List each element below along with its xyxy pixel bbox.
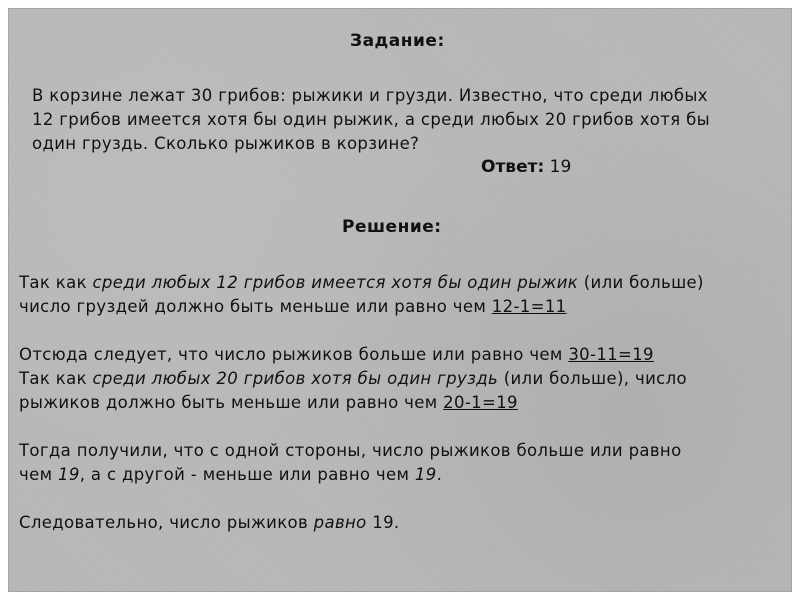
answer-label: Ответ: [481, 157, 545, 177]
solution-line [19, 391, 789, 415]
solution-line [19, 511, 789, 535]
solution-line [19, 463, 789, 487]
content-panel [8, 8, 792, 592]
text-run: Следовательно, число рыжиков [19, 513, 314, 532]
text-run: Так как [19, 369, 93, 388]
italic-run: среди любых 20 грибов хотя бы один груздь [92, 369, 499, 388]
problem-line: один груздь. Сколько рыжиков в корзине? [32, 134, 420, 153]
problem-line: 12 грибов имеется хотя бы один рыжик, а среди любых 20 грибов хотя бы [32, 110, 710, 129]
solution-line: Тогда получили, что с одной стороны, число рыжиков больше или равно [19, 441, 682, 460]
text-run: (или больше), число [498, 369, 687, 388]
text-run: рыжиков должно быть меньше или равно чем [19, 393, 444, 412]
text-run: (или больше) [578, 273, 704, 292]
text-run: 19. [366, 513, 400, 532]
task-heading: Задание: [350, 31, 445, 51]
solution-text [19, 271, 789, 535]
underlined-formula: 12-1=11 [491, 297, 567, 316]
paragraph-gap [19, 487, 789, 511]
text-run: . [436, 465, 443, 484]
answer [481, 157, 571, 177]
italic-run: 19 [58, 465, 80, 484]
italic-run: среди любых 12 грибов имеется хотя бы один рыжик [92, 273, 579, 292]
text-run: , а с другой - меньше или равно чем [79, 465, 415, 484]
text-run: Отсюда следует, что число рыжиков больше или равно чем [19, 345, 569, 364]
solution-heading: Решение: [342, 217, 442, 237]
solution-line [19, 295, 789, 319]
paragraph-gap [19, 415, 789, 439]
solution-line [19, 343, 789, 367]
problem-line: В корзине лежат 30 грибов: рыжики и грузди. Известно, что среди любых [32, 86, 708, 105]
text-run: Так как [19, 273, 93, 292]
text-run: чем [19, 465, 58, 484]
underlined-formula: 30-11=19 [568, 345, 654, 364]
solution-line [19, 271, 789, 295]
solution-line [19, 367, 789, 391]
text-run: число груздей должно быть меньше или равно чем [19, 297, 492, 316]
problem-text [32, 84, 772, 156]
italic-run: равно [313, 513, 367, 532]
italic-run: 19 [414, 465, 437, 484]
answer-value: 19 [549, 157, 572, 177]
paragraph-gap [19, 319, 789, 343]
underlined-formula: 20-1=19 [443, 393, 518, 412]
